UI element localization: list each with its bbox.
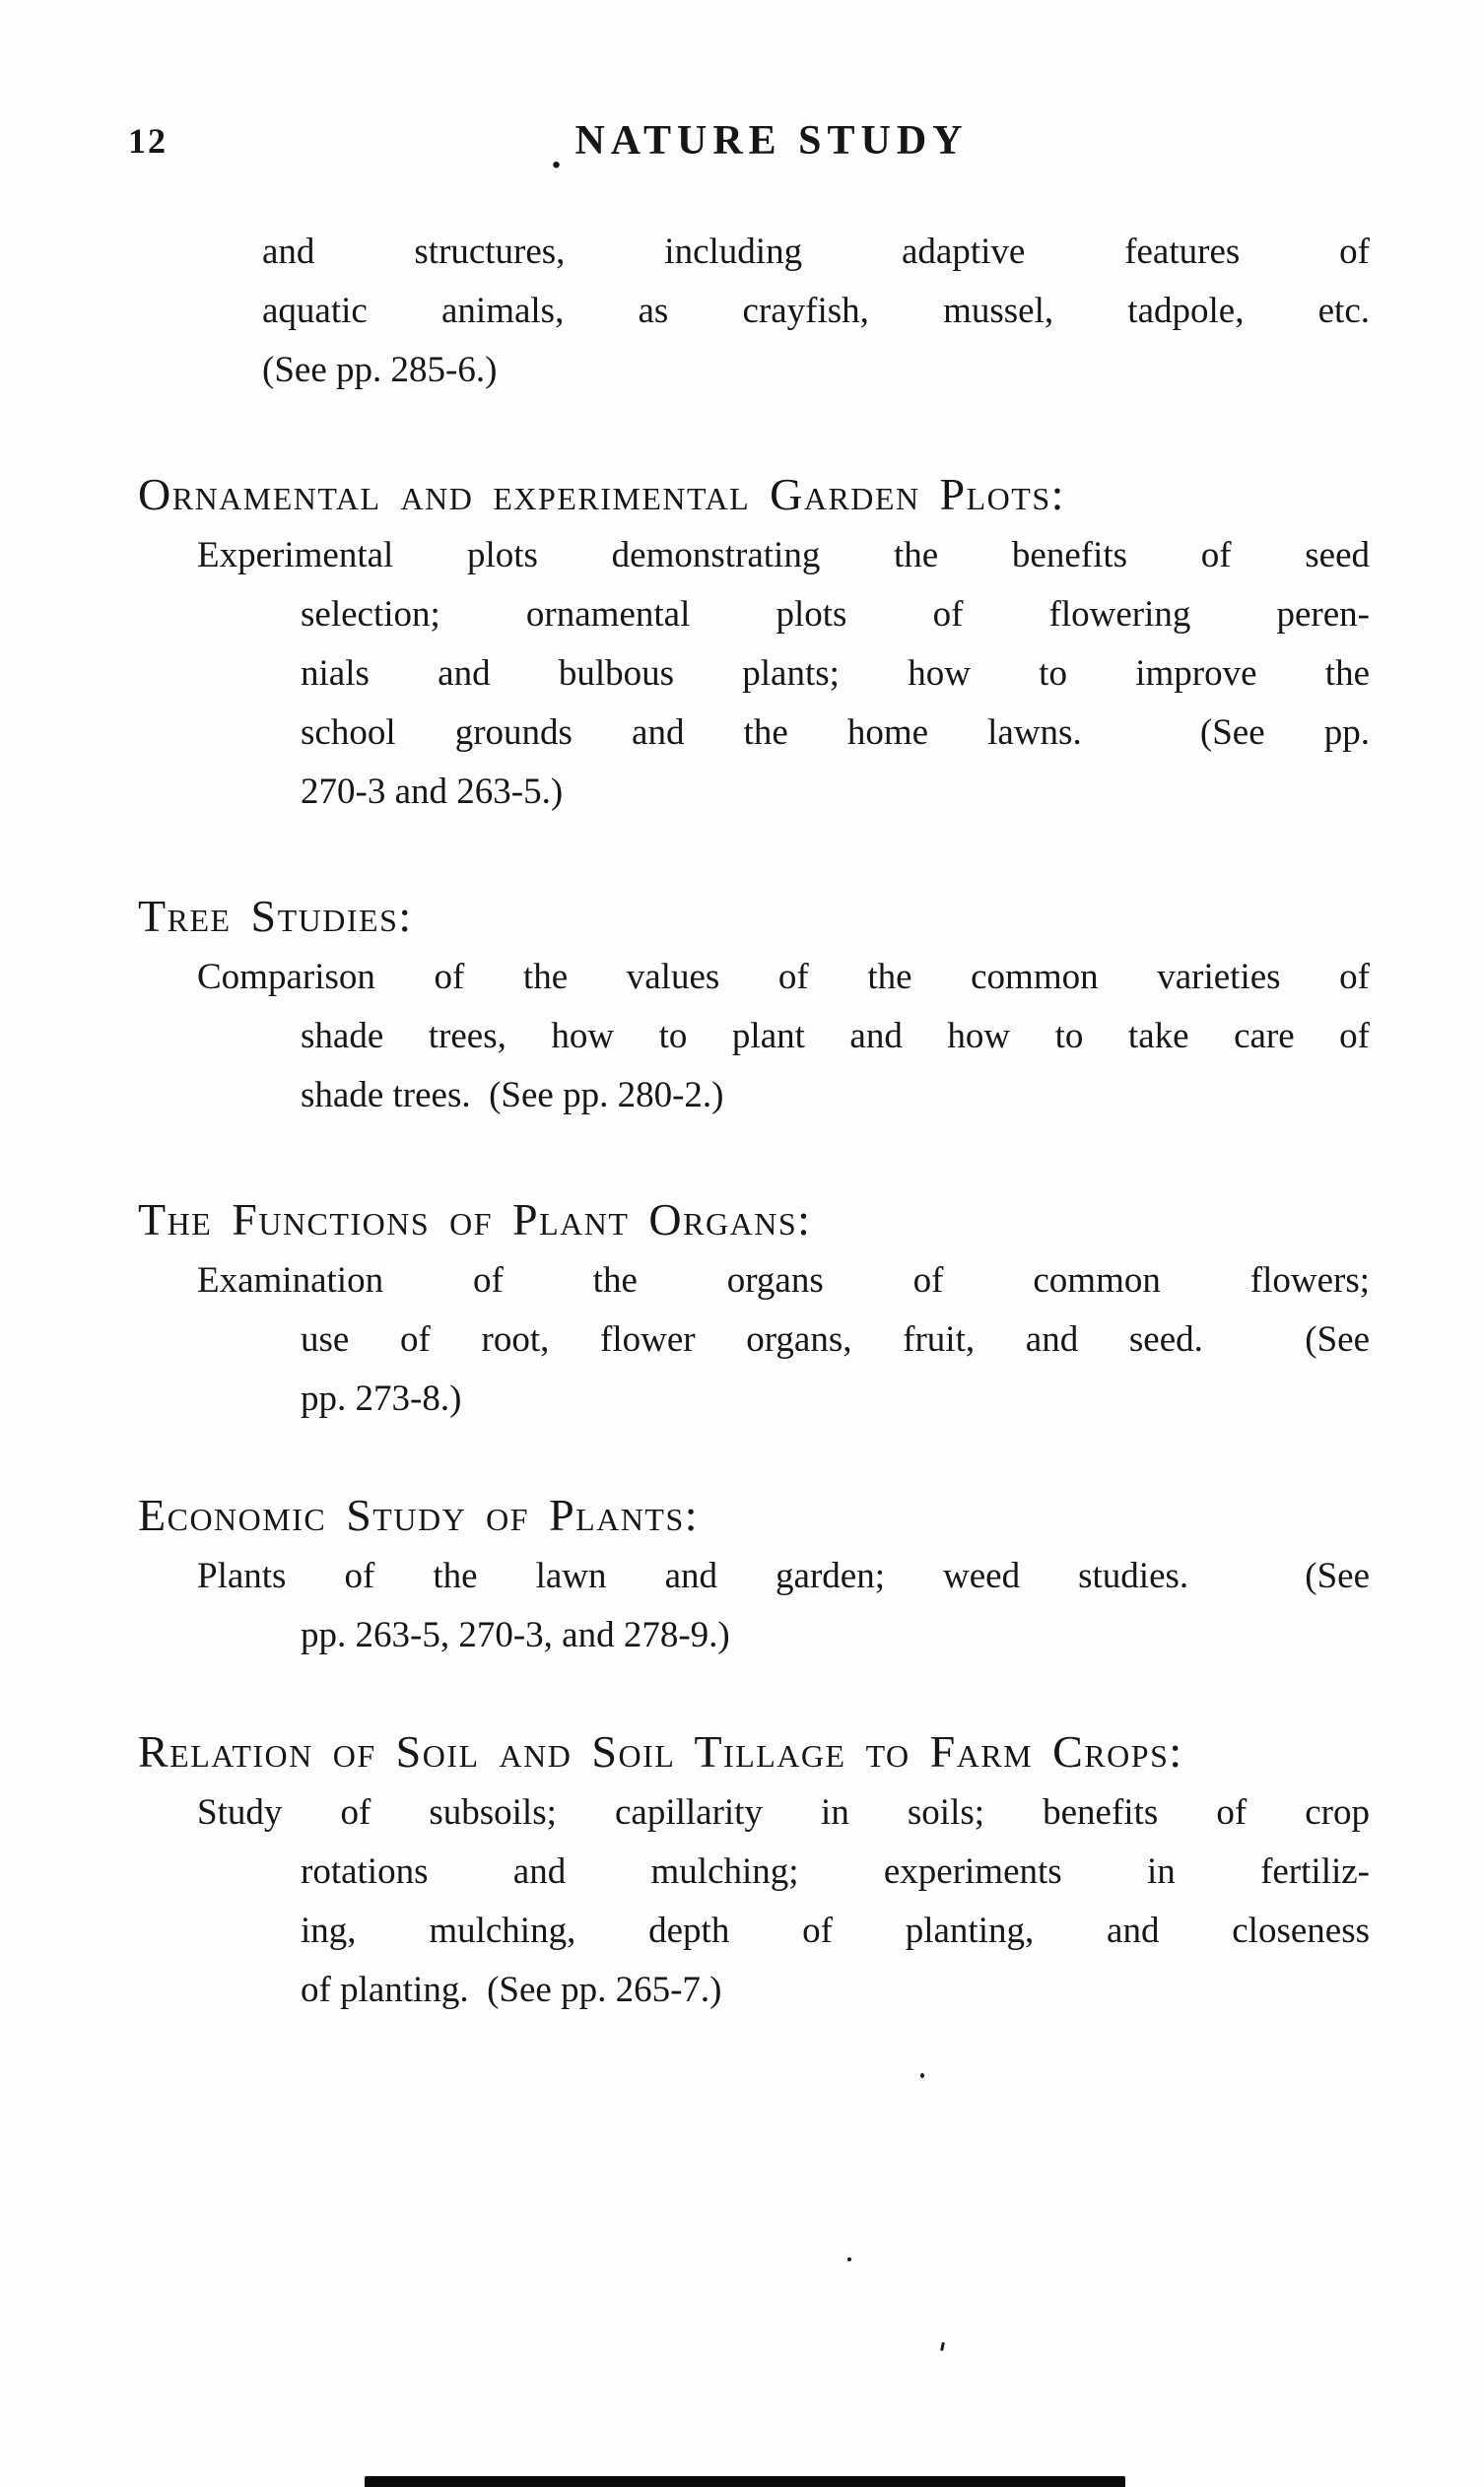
text-line: shade trees, how to plant and how to take care of <box>301 1016 1370 1056</box>
section-heading: Economic Study of Plants: <box>138 1490 700 1540</box>
ink-dot: . <box>551 132 562 176</box>
page-number: 12 <box>128 121 168 161</box>
section-heading: Relation of Soil and Soil Tillage to Farm Crops: <box>138 1726 1183 1777</box>
page-title: NATURE STUDY <box>574 118 969 164</box>
section-economic-study-of-plants <box>138 1484 1370 1665</box>
text-line: use of root, flower organs, fruit, and seed. (See <box>301 1319 1370 1360</box>
section-body <box>138 1783 1370 2020</box>
text-line: Study of subsoils; capillarity in soils; benefits of crop <box>197 1792 1370 1833</box>
section-heading: Ornamental and experimental Garden Plots: <box>138 469 1065 519</box>
scan-speck <box>940 2342 945 2351</box>
text-line: school grounds and the home lawns. (See pp. <box>301 712 1370 753</box>
section-ornamental-garden-plots <box>138 463 1370 822</box>
text-line: shade trees. (See pp. 280-2.) <box>301 1075 724 1115</box>
text-column <box>0 223 1484 2020</box>
section-heading: Tree Studies: <box>138 891 413 941</box>
text-line: of planting. (See pp. 265-7.) <box>301 1970 722 2010</box>
text-line: pp. 263-5, 270-3, and 278-9.) <box>301 1615 730 1655</box>
section-body <box>138 1251 1370 1429</box>
text-line: nials and bulbous plants; how to improve the <box>301 653 1370 694</box>
section-functions-of-plant-organs <box>138 1188 1370 1429</box>
section-heading: The Functions of Plant Organs: <box>138 1194 812 1244</box>
text-line: aquatic animals, as crayfish, mussel, tadpole, etc. <box>262 291 1370 331</box>
text-line: Examination of the organs of common flowers; <box>197 1260 1370 1301</box>
intro-paragraph <box>138 223 1370 400</box>
section-relation-of-soil <box>138 1720 1370 2020</box>
section-body <box>138 948 1370 1125</box>
text-line: ing, mulching, depth of planting, and closeness <box>301 1911 1370 1951</box>
scan-speck <box>920 2073 924 2078</box>
section-body <box>138 526 1370 822</box>
text-line: 270-3 and 263-5.) <box>301 772 564 812</box>
text-line: pp. 273-8.) <box>301 1378 462 1419</box>
scan-speck <box>847 2257 851 2261</box>
section-tree-studies <box>138 885 1370 1125</box>
text-line: selection; ornamental plots of flowering peren- <box>301 594 1370 635</box>
scan-gutter-bar <box>365 2476 1125 2487</box>
text-line: Plants of the lawn and garden; weed studies. (See <box>197 1556 1370 1596</box>
text-line: Experimental plots demonstrating the benefits of seed <box>197 535 1370 575</box>
text-line: rotations and mulching; experiments in fertiliz- <box>301 1851 1370 1892</box>
section-body <box>138 1547 1370 1665</box>
text-line: (See pp. 285-6.) <box>262 350 498 390</box>
running-head <box>0 118 1484 176</box>
text-line: and structures, including adaptive features of <box>262 232 1370 272</box>
text-line: Comparison of the values of the common varieties of <box>197 957 1370 997</box>
page-title-wrap <box>18 118 1484 177</box>
